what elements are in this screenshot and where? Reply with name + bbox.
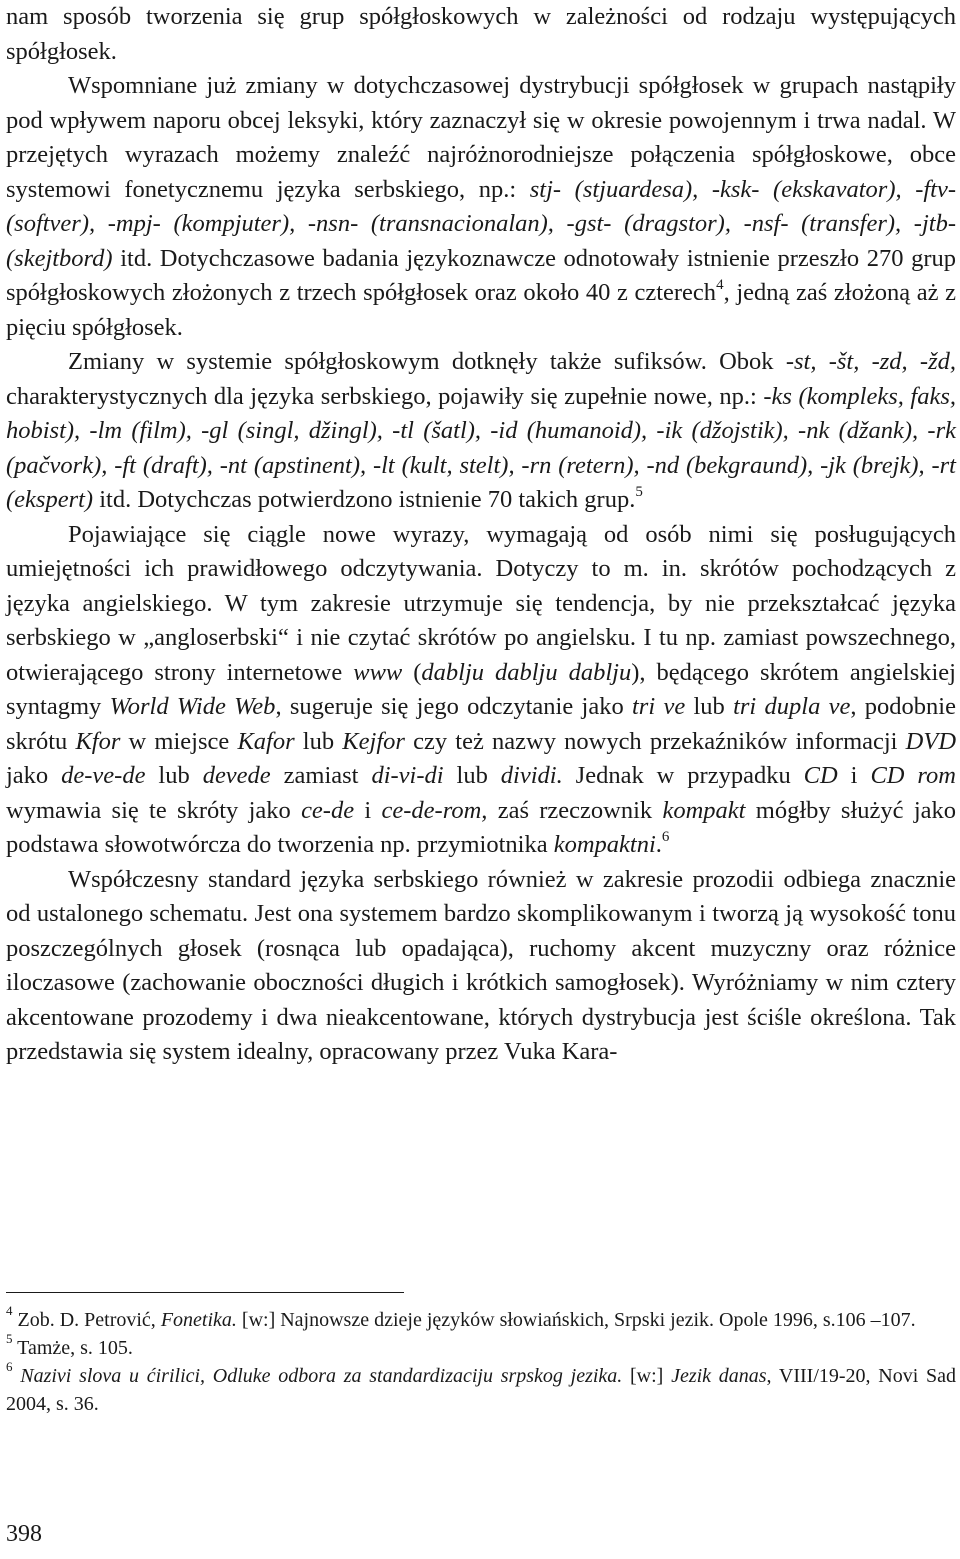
footnote-ref-6[interactable]: 6 <box>661 828 670 845</box>
cluster-examples: stj- (stjuardesa), -ksk- (ekskavator), -ftv- (softver), -mpj- (kompjuter), -nsn- (transnacionalan), -gst- (dragstor), -nsf- (transfer), -jtb- (skejtbord) <box>6 175 956 272</box>
footnote-5: $^5$ Tamże, s. 105. <box>6 1331 133 1359</box>
native-suffixes: -st, -št, -zd, -žd, <box>785 348 956 375</box>
footnote-divider <box>6 1292 404 1293</box>
paragraph-prosody: Współczesny standard języka serbskiego również w zakresie prozodii odbiega znacznie od ustalonego schematu. Jest ona systemem bardzo skomplikowanym i tworzą ją wysokość tonu poszczególnych głosek (rosnąca lub opadająca), ruchomy akcent muzyczny oraz różnice iloczasowe (zachowanie oboczności długich i krótkich samogłosek). Wyróżniamy w nim cztery akcentowane prozodemy i dwa nieakcentowane, których dystrybucja jest ściśle określona. Tak przedstawia się system idealny, opracowany przez Vuka Kara- <box>6 865 956 1065</box>
paragraph-continuation: nam sposób tworzenia się grup spółgłoskowych w zależności od rodzaju występujących spółgłosek. <box>6 3 956 65</box>
paragraph-abbreviations: Pojawiające się ciągle nowe wyrazy, wymagają od osób nimi się posługujących umiejętności ich prawidłowego odczytywania. Dotyczy to m. in. skrótów pochodzących z języka angielskiego. W tym zakresie utrzymuje się tendencja, by nie przekształcać języka serbskiego w „angloserbski“ i nie czytać skrótów po angielsku. I tu np. zamiast powszechnego, otwierającego strony internetowe www (dablju dablju dablju), będącego skrótem angielskiej syntagmy World Wide Web, sugeruje się jego odczytanie jako tri ve lub tri dupla ve, podobnie skrótu Kfor w miejsce Kafor lub Kejfor czy też nazwy nowych przekaźników informacji DVD jako de-ve-de lub devede zamiast di-vi-di lub dividi. Jednak w przypadku CD i CD rom wymawia się te skróty jako ce-de i ce-de-rom, zaś rzeczownik kompakt mógłby służyć jako podstawa słowotwórcza do tworzenia np. przymiotnika kompaktni.$^6$ <box>6 520 957 858</box>
footnote-6: $^6$ Nazivi slova u ćirilici, Odluke odbora za standardizaciju srpskog jezika. [w:] Jezik danas, VIII/19-20, Novi Sad 2004, s. 36. <box>6 1359 956 1415</box>
footnote-4: $^4$ Zob. D. Petrović, Fonetika. [w:] Najnowsze dzieje języków słowiańskich, Srpski jezik. Opole 1996, s.106 –107. <box>6 1303 916 1331</box>
footnote-ref-5[interactable]: 5 <box>635 483 643 500</box>
paragraph-suffixes: Zmiany w systemie spółgłoskowym dotknęły także sufiksów. Obok -st, -št, -zd, -žd, charakterystycznych dla języka serbskiego, pojawiły się zupełnie nowe, np.: -ks (kompleks, faks, hobist), -lm (film), -gl (singl, džingl), -tl (šatl), -id (humanoid), -ik (džojstik), -nk (džank), -rk (pačvork), -ft (draft), -nt (apstinent), -lt (kult, stelt), -rn (retern), -nd (bekgraund), -jk (brejk), -rt (ekspert) itd. Dotychczas potwierdzono istnienie 70 takich grup.$^5$ <box>6 348 956 513</box>
suffix-examples: -ks (kompleks, faks, hobist), -lm (film), -gl (singl, džingl), -tl (šatl), -id (humanoid), -ik (džojstik), -nk (džank), -rk (pačvork), -ft (draft), -nt (apstinent), -lt (kult, stelt), -rn (retern), -nd (bekgraund), -jk (brejk), -rt (ekspert) <box>6 382 956 513</box>
body-text <box>6 0 956 1070</box>
paragraph-consonant-clusters: Wspomniane już zmiany w dotychczasowej dystrybucji spółgłosek w grupach nastąpiły pod wpływem naporu obcej leksyki, który zaznaczył się w okresie powojennym i trwa nadal. W przejętych wyrazach możemy znaleźć najróżnorodniejsze połączenia spółgłoskowe, obce systemowi fonetycznemu języka serbskiego, np.: stj- (stjuardesa), -ksk- (ekskavator), -ftv- (softver), -mpj- (kompjuter), -nsn- (transnacionalan), -gst- (dragstor), -nsf- (transfer), -jtb- (skejtbord) itd. Dotychczasowe badania językoznawcze odnotowały istnienie przeszło 270 grup spółgłoskowych złożonych z trzech spółgłosek oraz około 40 z czterech$^4$, jedną zaś złożoną aż z pięciu spółgłosek. <box>6 72 956 341</box>
page-number: 398 <box>6 1521 42 1547</box>
footnotes <box>6 1303 956 1418</box>
footnote-ref-4[interactable]: 4 <box>716 276 724 293</box>
